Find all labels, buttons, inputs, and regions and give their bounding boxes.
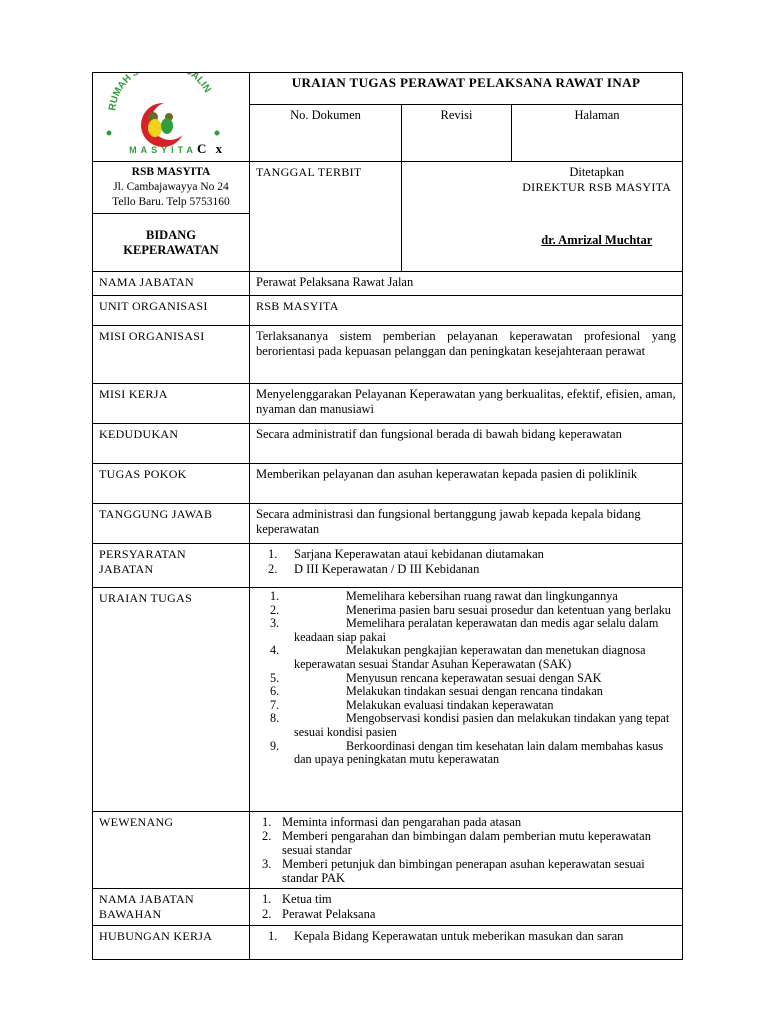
list-item: 6. Melakukan tindakan sesuai dengan rencana tindakan: [270, 684, 603, 699]
halaman-label: Halaman: [512, 104, 683, 161]
persyaratan-list-cell: [250, 544, 683, 588]
unit-label: UNIT ORGANISASI: [93, 296, 250, 326]
list-item: 7. Melakukan evaluasi tindakan keperawatan: [270, 697, 554, 712]
wewenang-cell: [250, 812, 683, 889]
list-item: 1. Kepala Bidang Keperawatan untuk meberikan masukan dan saran: [268, 929, 624, 943]
kedudukan-label: KEDUDUKAN: [93, 424, 250, 464]
list-item: 2. Perawat Pelaksana: [262, 907, 376, 921]
misi-kerja-label: MISI KERJA: [93, 384, 250, 424]
ditetapkan-block: [512, 162, 683, 272]
list-item: 3. Memberi petunjuk dan bimbingan penerapan asuhan keperawatan sesuai standar PAK: [262, 857, 645, 885]
list-item: 1. Ketua tim: [262, 892, 332, 906]
hospital-name: RSB MASYITA: [131, 166, 211, 178]
wewenang-label: WEWENANG: [93, 812, 250, 889]
list-item: 1. Sarjana Keperawatan ataui kebidanan diutamakan: [268, 547, 544, 561]
uraian-tugas-label: URAIAN TUGAS: [93, 588, 250, 812]
document: [92, 72, 682, 960]
tanggal-terbit-value: [402, 162, 512, 272]
bawahan-cell: [250, 889, 683, 926]
misi-organisasi-value: Terlaksananya sistem pemberian pelayanan keperawatan profesional yang berorientasi pada kepuasan pelanggan dan peningkatan kesejahteraan perawat: [250, 326, 683, 384]
revisi-label: Revisi: [402, 104, 512, 161]
list-item: 5. Menyusun rencana keperawatan sesuai dengan SAK: [270, 670, 602, 685]
uraian-tugas-cell: [250, 588, 683, 812]
tugas-pokok-label: TUGAS POKOK: [93, 464, 250, 504]
misi-kerja-value: Menyelenggarakan Pelayanan Keperawatan yang berkualitas, efektif, efisien, aman, nyaman dan manusiawi: [250, 384, 683, 424]
uraian-tugas-list: [256, 590, 676, 767]
unit-value: RSB MASYITA: [250, 296, 683, 326]
hospital-logo: [93, 73, 250, 157]
document-title: URAIAN TUGAS PERAWAT PELAKSANA RAWAT INAP: [250, 73, 683, 105]
persyaratan-list: [256, 547, 676, 577]
tugas-pokok-value: Memberikan pelayanan dan asuhan keperawatan kepada pasien di poliklinik: [250, 464, 683, 504]
tanggung-jawab-value: Secara administrasi dan fungsional bertanggung jawab kepada kepala bidang keperawatan: [250, 504, 683, 544]
hospital-info: [93, 162, 250, 214]
list-item: 2. Menerima pasien baru sesuai prosedur dan ketentuan yang berlaku: [270, 602, 671, 617]
bawahan-list: [256, 892, 676, 922]
nama-jabatan-value: Perawat Pelaksana Rawat Jalan: [250, 272, 683, 296]
logo-bottom-text: MASYITA: [129, 145, 197, 155]
kedudukan-value: Secara administratif dan fungsional berada di bawah bidang keperawatan: [250, 424, 683, 464]
ditetapkan-label: Ditetapkan: [569, 165, 625, 179]
list-item: 8. Mengobservasi kondisi pasien dan melakukan tindakan yang tepat sesuai kondisi pasien: [270, 711, 670, 739]
persyaratan-label: PERSYARATAN JABATAN: [93, 544, 250, 588]
misi-organisasi-label: MISI ORGANISASI: [93, 326, 250, 384]
bawahan-label: NAMA JABATAN BAWAHAN: [93, 889, 250, 926]
list-item: 1. Memelihara kebersihan ruang rawat dan lingkungannya: [270, 589, 618, 603]
list-item: 2. D III Keperawatan / D III Kebidanan: [268, 562, 480, 576]
hubungan-kerja-label: HUBUNGAN KERJA: [93, 926, 250, 960]
hospital-address: Jl. Cambajawayya No 24: [113, 181, 229, 193]
wewenang-list: [256, 815, 676, 885]
list-item: 1. Meminta informasi dan pengarahan pada atasan: [262, 815, 522, 829]
direktur-label: DIREKTUR RSB MASYITA: [522, 180, 672, 194]
logo-cell: [93, 73, 250, 162]
list-item: 9. Berkoordinasi dengan tim kesehatan lain dalam membahas kasus dan upaya peningkatan mutu keperawatan: [270, 738, 664, 767]
hubungan-kerja-list: [256, 929, 676, 944]
list-item: 4. Melakukan pengkajian keperawatan dan menetukan diagnosa keperawatan sesuai Standar Asuhan Keperawatan (SAK): [270, 643, 646, 671]
logo-mark: C x: [197, 141, 226, 156]
bidang-label: BIDANG KEPERAWATAN: [93, 214, 250, 272]
no-dokumen-label: No. Dokumen: [250, 104, 402, 161]
nama-jabatan-label: NAMA JABATAN: [93, 272, 250, 296]
tanggal-terbit-label: TANGGAL TERBIT: [250, 162, 402, 272]
logo-arc-text: RUMAH ALIN: [107, 73, 213, 112]
list-item: 3. Memelihara peralatan keperawatan dan medis agar selalu dalam keadaan siap pakai: [270, 616, 659, 644]
hospital-phone: Tello Baru. Telp 5753160: [112, 196, 230, 208]
job-description-table: [92, 72, 683, 960]
list-item: 2. Memberi pengarahan dan bimbingan dalam pemberian mutu keperawatan sesuai standar: [262, 829, 651, 857]
hubungan-kerja-cell: [250, 926, 683, 960]
signer-name: dr. Amrizal Muchtar: [541, 233, 653, 247]
tanggung-jawab-label: TANGGUNG JAWAB: [93, 504, 250, 544]
